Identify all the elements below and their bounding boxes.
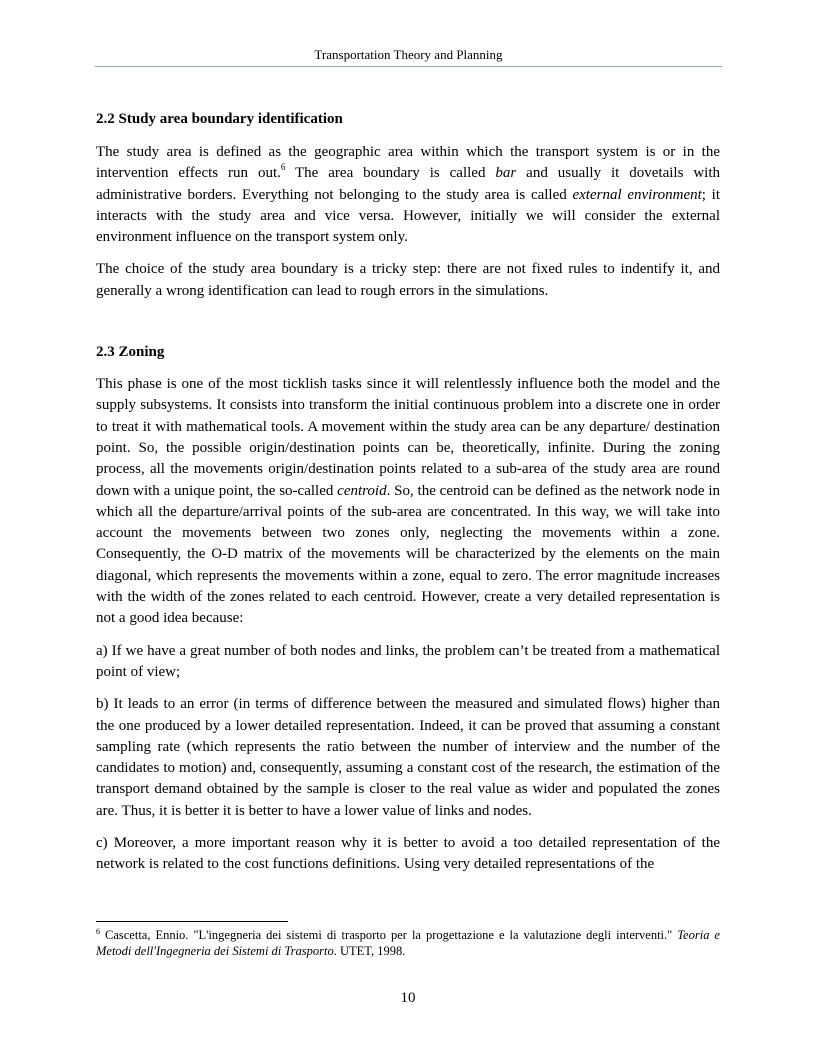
header-rule [95, 66, 722, 67]
emphasis-external-environment: external environment [572, 186, 702, 203]
paragraph-boundary-choice: The choice of the study area boundary is a tricky step: there are not fixed rules to indentify it, and generally a wrong identification can lead to rough errors in the simulations. [96, 261, 720, 299]
list-item-c: c) Moreover, a more important reason why it is better to avoid a too detailed representation of the network is related to the cost functions definitions. Using very detailed representations of the [96, 835, 720, 873]
paragraph-zoning [96, 374, 720, 630]
text-run: . So, the centroid can be defined as the network node in which all the departure/arrival points of the sub-area are concentrated. In this way, we will take into account the movements between two zones only, neglecting the movements within a zone. Consequently, the O-D matrix of the movements will be characterized by the elements on the main diagonal, which represents the movements within a zone, equal to zero. The error magnitude increases with the width of the zones related to each centroid. However, create a very detailed representation is not a good idea because: [96, 482, 720, 627]
page-number: 10 [400, 990, 416, 1006]
emphasis-book-title: Teoria e Metodi dell'Ingegneria dei Sistemi di Trasporto [96, 928, 720, 958]
text-run: The area boundary is called [285, 165, 496, 182]
footnote [96, 927, 720, 959]
list-item-a: a) If we have a great number of both nodes and links, the problem can’t be treated from a mathematical point of view; [96, 642, 720, 680]
page-body [96, 109, 720, 876]
list-item-b: b) It leads to an error (in terms of difference between the measured and simulated flows) higher than the one produced by a lower detailed representation. Indeed, it can be proved that assuming a constant sampling rate (which represents the ratio between the number of interview and the number of the candidates to motion) and, consequently, assuming a constant cost of the research, the estimation of the transport demand obtained by the sample is closer to the real value as wider and populated the zones are. Thus, it is better it is better to have a lower value of links and nodes. [96, 696, 720, 819]
text-run: ; it interacts with the study area and vice versa. However, initially we will consider the external environment influence on the transport system only. [96, 186, 720, 246]
section-heading-zoning: 2.3 Zoning [96, 344, 165, 361]
text-run: . UTET, 1998. [333, 944, 406, 958]
text-run: This phase is one of the most ticklish tasks since it will relentlessly influence both the model and the supply subsystems. It consists into transform the initial continuous problem into a discrete one in order to treat it with mathematical tools. A movement within the study area can be any departure/ destination point. So, the possible origin/destination points can be, theoretically, infinite. During the zoning process, all the movements origin/destination points related to a sub-area of the study area are round down with a unique point, the so-called [96, 376, 720, 499]
footnote-rule [96, 921, 288, 922]
footnote-number: 6 [96, 927, 100, 936]
text-run: The study area is defined as the geographic area within which the transport system is or in the intervention effects run out. [96, 144, 720, 182]
footnote-reference[interactable]: 6 [280, 162, 286, 173]
emphasis-bar: bar [495, 165, 517, 182]
paragraph-study-area-definition [96, 142, 720, 248]
emphasis-centroid: centroid [337, 482, 387, 499]
text-run: and usually it dovetails with administrative borders. Everything not belonging to the study area is called [96, 165, 720, 203]
text-run: Cascetta, Ennio. "L'ingegneria dei sistemi di trasporto per la progettazione e la valutazione degli interventi." [100, 928, 678, 942]
section-heading-study-area: 2.2 Study area boundary identification [96, 111, 343, 127]
running-header: Transportation Theory and Planning [314, 47, 503, 62]
